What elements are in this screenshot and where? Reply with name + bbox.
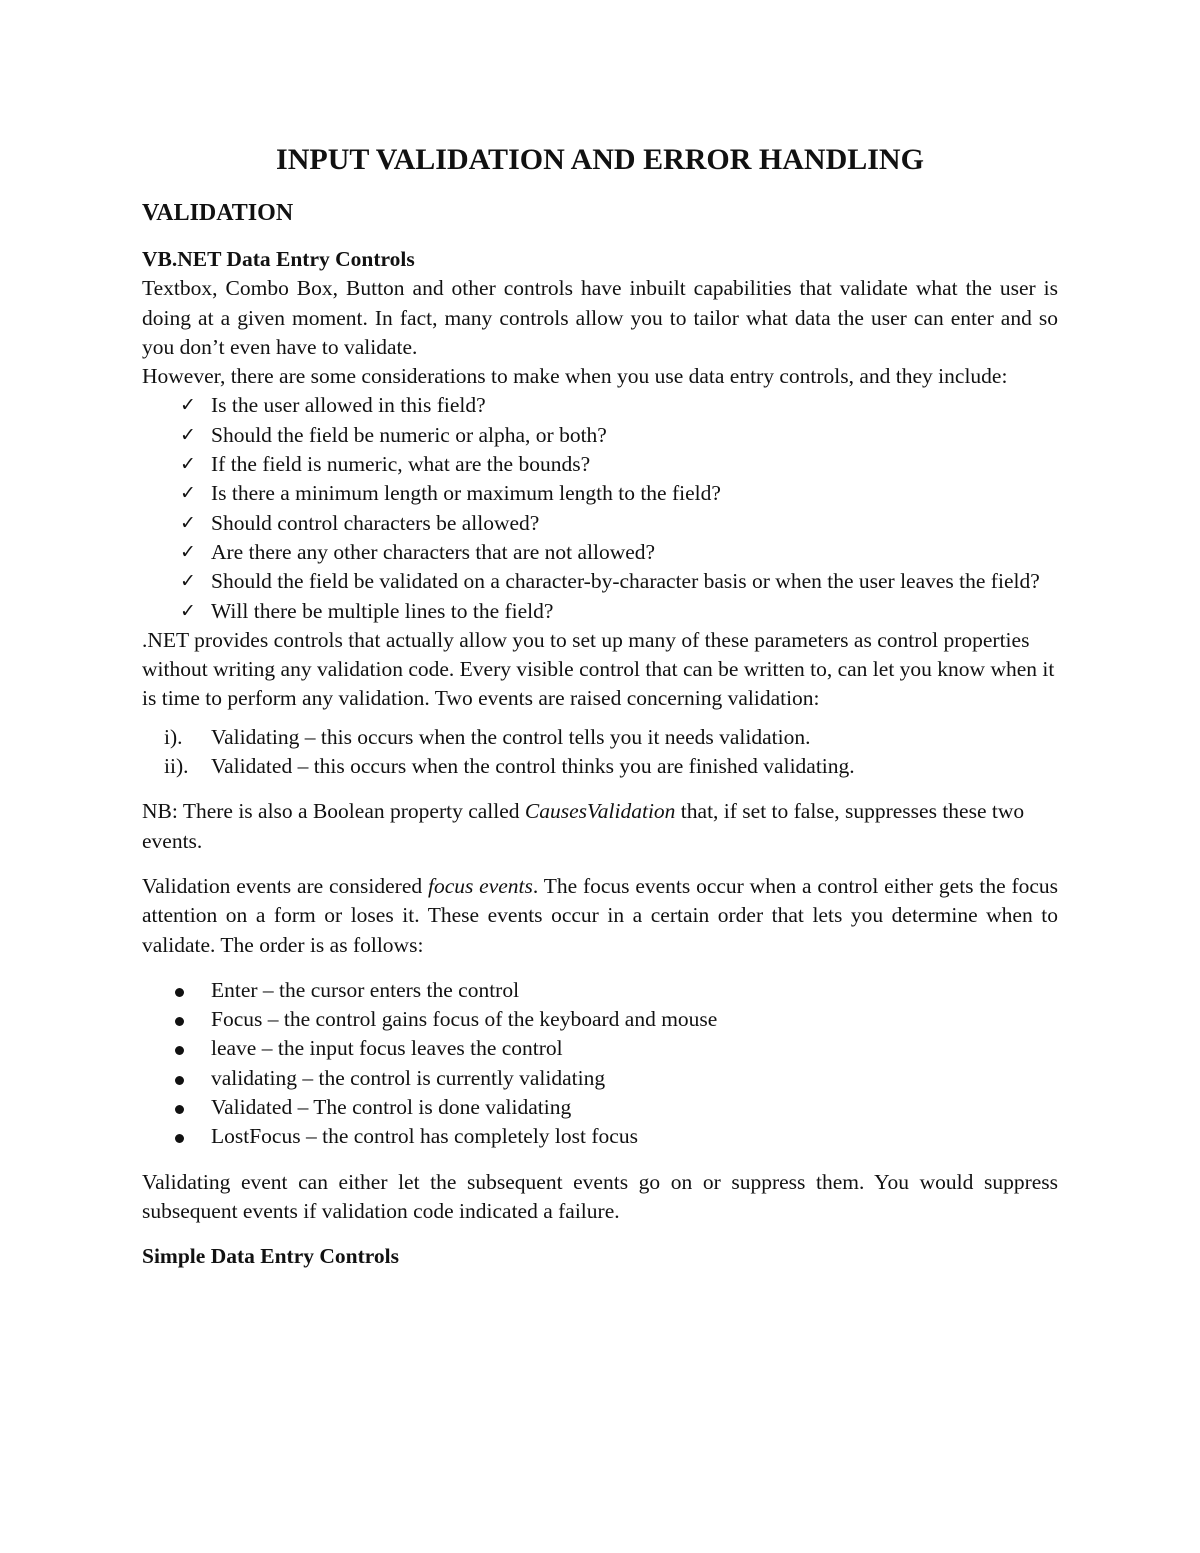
bullet-icon	[175, 1134, 184, 1143]
paragraph-net-provides: .NET provides controls that actually allow you to set up many of these parameters as control properties without writing any validation code. Every visible control that can be written to, can let you know when it is time to perform any validation. Two events are raised concerning validation:	[142, 627, 1055, 711]
list-item: leave – the input focus leaves the control	[142, 1034, 1058, 1063]
bullet-icon	[175, 1017, 184, 1026]
list-item: ✓ Will there be multiple lines to the field?	[142, 597, 1058, 626]
paragraph-nb-causesvalidation: NB: There is also a Boolean property called CausesValidation that, if set to false, suppresses these two events.	[142, 799, 1025, 853]
validation-events-list	[142, 723, 1058, 782]
document-title: INPUT VALIDATION AND ERROR HANDLING	[276, 143, 924, 176]
list-item: Validated – The control is done validating	[142, 1093, 1058, 1122]
bullet-icon	[175, 988, 184, 997]
paragraph-validating-event: Validating event can either let the subsequent events go on or suppress them. You would suppress subsequent events if validation code indicated a failure.	[142, 1169, 1058, 1223]
check-icon: ✓	[180, 599, 196, 622]
list-item: LostFocus – the control has completely lost focus	[142, 1122, 1058, 1151]
list-item: ✓ Is there a minimum length or maximum length to the field?	[142, 479, 1058, 508]
list-item: ✓ Are there any other characters that are not allowed?	[142, 538, 1058, 567]
list-item: validating – the control is currently validating	[142, 1064, 1058, 1093]
bullet-icon	[175, 1076, 184, 1085]
list-item: Focus – the control gains focus of the keyboard and mouse	[142, 1005, 1058, 1034]
list-item: Enter – the cursor enters the control	[142, 976, 1058, 1005]
subheading-data-entry-controls: VB.NET Data Entry Controls	[142, 247, 415, 271]
check-icon: ✓	[180, 540, 196, 563]
considerations-list	[142, 391, 1058, 625]
list-item: ✓ Should control characters be allowed?	[142, 509, 1058, 538]
bullet-icon	[175, 1105, 184, 1114]
paragraph-inbuilt-capabilities: Textbox, Combo Box, Button and other controls have inbuilt capabilities that validate what the user is doing at a given moment. In fact, many controls allow you to tailor what data the user can enter and so you don’t even have to validate.	[142, 276, 1058, 359]
list-item: ✓ Is the user allowed in this field?	[142, 391, 1058, 420]
list-item: i). Validating – this occurs when the control tells you it needs validation.	[164, 724, 811, 749]
check-icon: ✓	[180, 453, 196, 476]
paragraph-focus-events: Validation events are considered focus events. The focus events occur when a control either gets the focus attention on a form or loses it. These events occur in a certain order that lets you determine when to validate. The order is as follows:	[142, 873, 1059, 957]
check-icon: ✓	[180, 570, 196, 593]
subheading-simple-data-entry: Simple Data Entry Controls	[142, 1244, 400, 1269]
check-icon: ✓	[180, 394, 196, 417]
list-item: ✓ If the field is numeric, what are the bounds?	[142, 450, 1058, 479]
list-item: ✓ Should the field be numeric or alpha, or both?	[142, 421, 1058, 450]
list-item: ii). Validated – this occurs when the control thinks you are finished validating.	[164, 754, 855, 779]
bullet-icon	[175, 1046, 184, 1055]
event-order-list	[142, 976, 1058, 1152]
check-icon: ✓	[180, 482, 196, 505]
section-heading-validation: VALIDATION	[142, 200, 294, 226]
check-icon: ✓	[180, 423, 196, 446]
paragraph-considerations: However, there are some considerations to make when you use data entry controls, and they include:	[142, 364, 1008, 389]
list-item: ✓ Should the field be validated on a character-by-character basis or when the user leaves the field?	[142, 567, 1058, 596]
document-body	[142, 245, 1058, 1272]
check-icon: ✓	[180, 511, 196, 534]
